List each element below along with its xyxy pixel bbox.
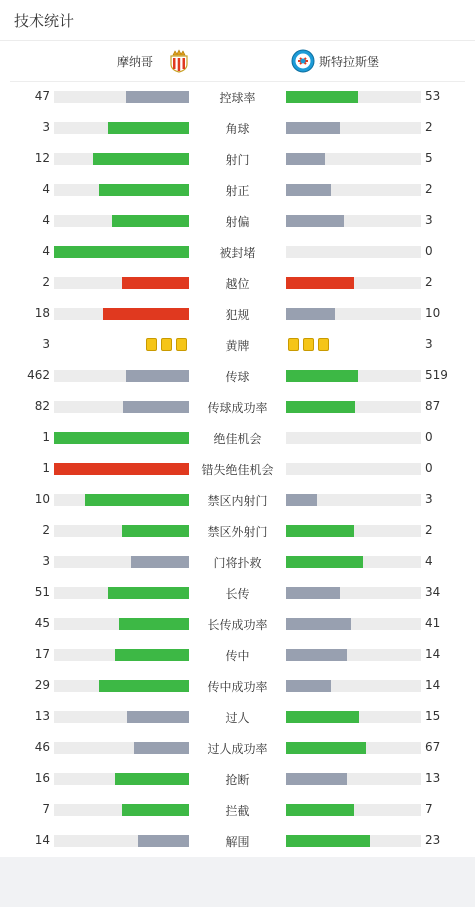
home-bar-track [54,587,189,599]
away-bar-fill [286,742,366,754]
away-stat-value: 15 [425,709,441,723]
home-stat-value: 82 [34,399,50,413]
away-bar-track [286,91,421,103]
away-stat-value: 2 [425,523,433,537]
teams-header [10,41,465,82]
stats-list [0,81,475,856]
home-bar-track [54,742,189,754]
away-stat-value: 5 [425,151,433,165]
away-stat-value: 0 [425,430,433,444]
home-bar-track [54,835,189,847]
home-bar-fill [131,556,189,568]
stat-label: 绝佳机会 [213,432,262,446]
away-stat-value: 14 [425,678,441,692]
away-bar-track [286,525,421,537]
stat-row [0,732,475,763]
away-bar-fill [286,215,344,227]
stat-label: 射门 [225,153,250,167]
home-stat-value: 462 [27,368,50,382]
home-bar-track [54,680,189,692]
away-bar-fill [286,308,335,320]
stat-label: 犯规 [225,308,250,322]
away-bar-track [286,649,421,661]
away-bar-fill [286,370,358,382]
away-bar-fill [286,773,347,785]
home-bar-track [54,649,189,661]
home-bar-track [54,463,189,475]
stat-row [0,670,475,701]
home-bar-fill [85,494,189,506]
stat-row [0,546,475,577]
away-bar-track [286,370,421,382]
away-bar-fill [286,184,331,196]
away-bar-fill [286,556,363,568]
away-bar-track [286,277,421,289]
home-stat-value: 13 [34,709,50,723]
home-bar-track [54,308,189,320]
home-stat-value: 12 [34,151,50,165]
yellow-card-icon [146,338,157,351]
home-bar-fill [138,835,189,847]
home-bar-fill [127,711,189,723]
home-stat-value: 4 [42,213,50,227]
home-bar-track [54,804,189,816]
home-bar-track [54,556,189,568]
home-stat-value: 4 [42,182,50,196]
home-bar-fill [134,742,189,754]
stat-label: 传球成功率 [207,401,268,415]
home-stat-value: 1 [42,461,50,475]
home-stat-value: 18 [34,306,50,320]
away-stat-value: 14 [425,647,441,661]
home-bar-fill [103,308,189,320]
home-stat-value: 3 [42,554,50,568]
stat-row [0,825,475,856]
stat-row [0,701,475,732]
stat-label: 控球率 [219,91,256,105]
stat-row [0,484,475,515]
away-stat-value: 67 [425,740,441,754]
home-bar-track [54,773,189,785]
away-bar-track [286,711,421,723]
away-bar-fill [286,680,331,692]
stat-label: 被封堵 [219,246,256,260]
away-bar-track [286,246,421,258]
home-bar-fill [93,153,189,165]
away-stat-value: 53 [425,89,441,103]
away-bar-track [286,835,421,847]
stat-label: 禁区内射门 [207,494,268,508]
away-bar-track [286,618,421,630]
away-bar-track [286,401,421,413]
home-stat-value: 47 [34,89,50,103]
home-bar-track [54,370,189,382]
page-title: 技术统计 [14,12,75,30]
home-stat-value: 10 [34,492,50,506]
home-bar-fill [54,463,189,475]
away-bar-track [286,680,421,692]
stat-row [0,329,475,360]
away-stat-value: 13 [425,771,441,785]
home-bar-track [54,91,189,103]
stat-label: 拦截 [225,804,250,818]
home-bar-track [54,618,189,630]
away-stat-value: 87 [425,399,441,413]
home-bar-fill [54,246,189,258]
away-bar-fill [286,122,340,134]
away-bar-track [286,742,421,754]
home-stat-value: 2 [42,275,50,289]
away-bar-fill [286,277,354,289]
away-stat-value: 4 [425,554,433,568]
away-stat-value: 7 [425,802,433,816]
away-stat-value: 2 [425,182,433,196]
stat-label: 传球 [225,370,250,384]
yellow-card-icon [288,338,299,351]
home-bar-track [54,494,189,506]
stat-label: 射偏 [225,215,250,229]
away-bar-fill [286,494,317,506]
stat-row [0,422,475,453]
away-bar-fill [286,525,354,537]
home-stat-value: 3 [42,120,50,134]
away-bar-fill [286,711,359,723]
home-bar-track [54,184,189,196]
stat-row [0,112,475,143]
stat-label: 传中 [225,649,250,663]
away-stat-value: 23 [425,833,441,847]
home-stat-value: 46 [34,740,50,754]
home-stat-value: 16 [34,771,50,785]
yellow-card-icon [176,338,187,351]
home-stat-value: 2 [42,523,50,537]
home-stat-value: 17 [34,647,50,661]
stat-label: 越位 [225,277,250,291]
away-bar-track [286,308,421,320]
stat-label: 传中成功率 [207,680,268,694]
home-bar-fill [122,804,190,816]
home-stat-value: 14 [34,833,50,847]
away-stat-value: 2 [425,275,433,289]
home-bar-track [54,122,189,134]
away-stat-value: 3 [425,213,433,227]
away-bar-track [286,153,421,165]
stat-label: 抢断 [225,773,250,787]
home-bar-fill [115,649,189,661]
home-bar-fill [99,184,189,196]
home-stat-value: 29 [34,678,50,692]
stat-label: 过人 [225,711,250,725]
away-bar-track [286,587,421,599]
home-bar-track [54,246,189,258]
stat-label: 解围 [225,835,250,849]
home-yellow-cards [144,338,189,352]
away-bar-track [286,773,421,785]
stat-row [0,794,475,825]
stat-label: 禁区外射门 [207,525,268,539]
home-bar-track [54,525,189,537]
home-bar-fill [122,525,190,537]
away-stat-value: 0 [425,461,433,475]
away-bar-fill [286,91,358,103]
stat-row [0,391,475,422]
away-bar-fill [286,401,355,413]
home-bar-track [54,215,189,227]
home-bar-fill [126,370,189,382]
away-stat-value: 34 [425,585,441,599]
home-bar-track [54,401,189,413]
stat-label: 角球 [225,122,250,136]
away-bar-track [286,804,421,816]
away-stat-value: 3 [425,337,433,351]
home-bar-track [54,711,189,723]
away-stat-value: 2 [425,120,433,134]
away-team-name: 斯特拉斯堡 [319,55,380,69]
yellow-card-icon [318,338,329,351]
stat-row [0,174,475,205]
away-yellow-cards [286,338,331,352]
home-bar-fill [108,587,189,599]
home-bar-fill [122,277,190,289]
monaco-crest-icon [168,49,190,73]
stat-label: 过人成功率 [207,742,268,756]
stat-row [0,763,475,794]
stat-label: 门将扑救 [213,556,262,570]
away-bar-track [286,432,421,444]
home-bar-track [54,432,189,444]
stat-row [0,639,475,670]
stat-label: 长传成功率 [207,618,268,632]
home-bar-fill [99,680,189,692]
stat-label: 射正 [225,184,250,198]
home-stat-value: 45 [34,616,50,630]
away-bar-track [286,494,421,506]
home-bar-fill [126,91,189,103]
away-stat-value: 10 [425,306,441,320]
stat-row [0,453,475,484]
stat-row [0,205,475,236]
stat-label: 错失绝佳机会 [201,463,274,477]
home-bar-fill [123,401,189,413]
away-stat-value: 41 [425,616,441,630]
home-bar-fill [115,773,189,785]
stat-label: 长传 [225,587,250,601]
home-stat-value: 3 [42,337,50,351]
away-stat-value: 3 [425,492,433,506]
stat-row [0,298,475,329]
home-stat-value: 7 [42,802,50,816]
away-bar-track [286,463,421,475]
away-bar-fill [286,587,340,599]
home-bar-fill [54,432,189,444]
yellow-card-icon [303,338,314,351]
stat-row [0,81,475,112]
home-bar-track [54,277,189,289]
stat-label: 黄牌 [225,339,250,353]
away-stat-value: 519 [425,368,448,382]
away-bar-track [286,215,421,227]
away-bar-fill [286,835,370,847]
away-bar-fill [286,649,347,661]
stat-row [0,267,475,298]
home-bar-fill [108,122,189,134]
home-team-name: 摩纳哥 [116,55,153,69]
away-bar-track [286,556,421,568]
away-stat-value: 0 [425,244,433,258]
home-bar-track [54,153,189,165]
stat-row [0,577,475,608]
stat-row [0,515,475,546]
away-bar-fill [286,153,325,165]
strasbourg-crest-icon [291,49,315,73]
away-bar-track [286,184,421,196]
home-stat-value: 4 [42,244,50,258]
away-bar-fill [286,618,351,630]
yellow-card-icon [161,338,172,351]
home-bar-fill [112,215,189,227]
away-bar-fill [286,804,354,816]
stat-row [0,608,475,639]
away-bar-track [286,122,421,134]
stat-row [0,360,475,391]
stat-row [0,236,475,267]
home-stat-value: 1 [42,430,50,444]
home-bar-fill [119,618,189,630]
stat-row [0,143,475,174]
home-stat-value: 51 [34,585,50,599]
